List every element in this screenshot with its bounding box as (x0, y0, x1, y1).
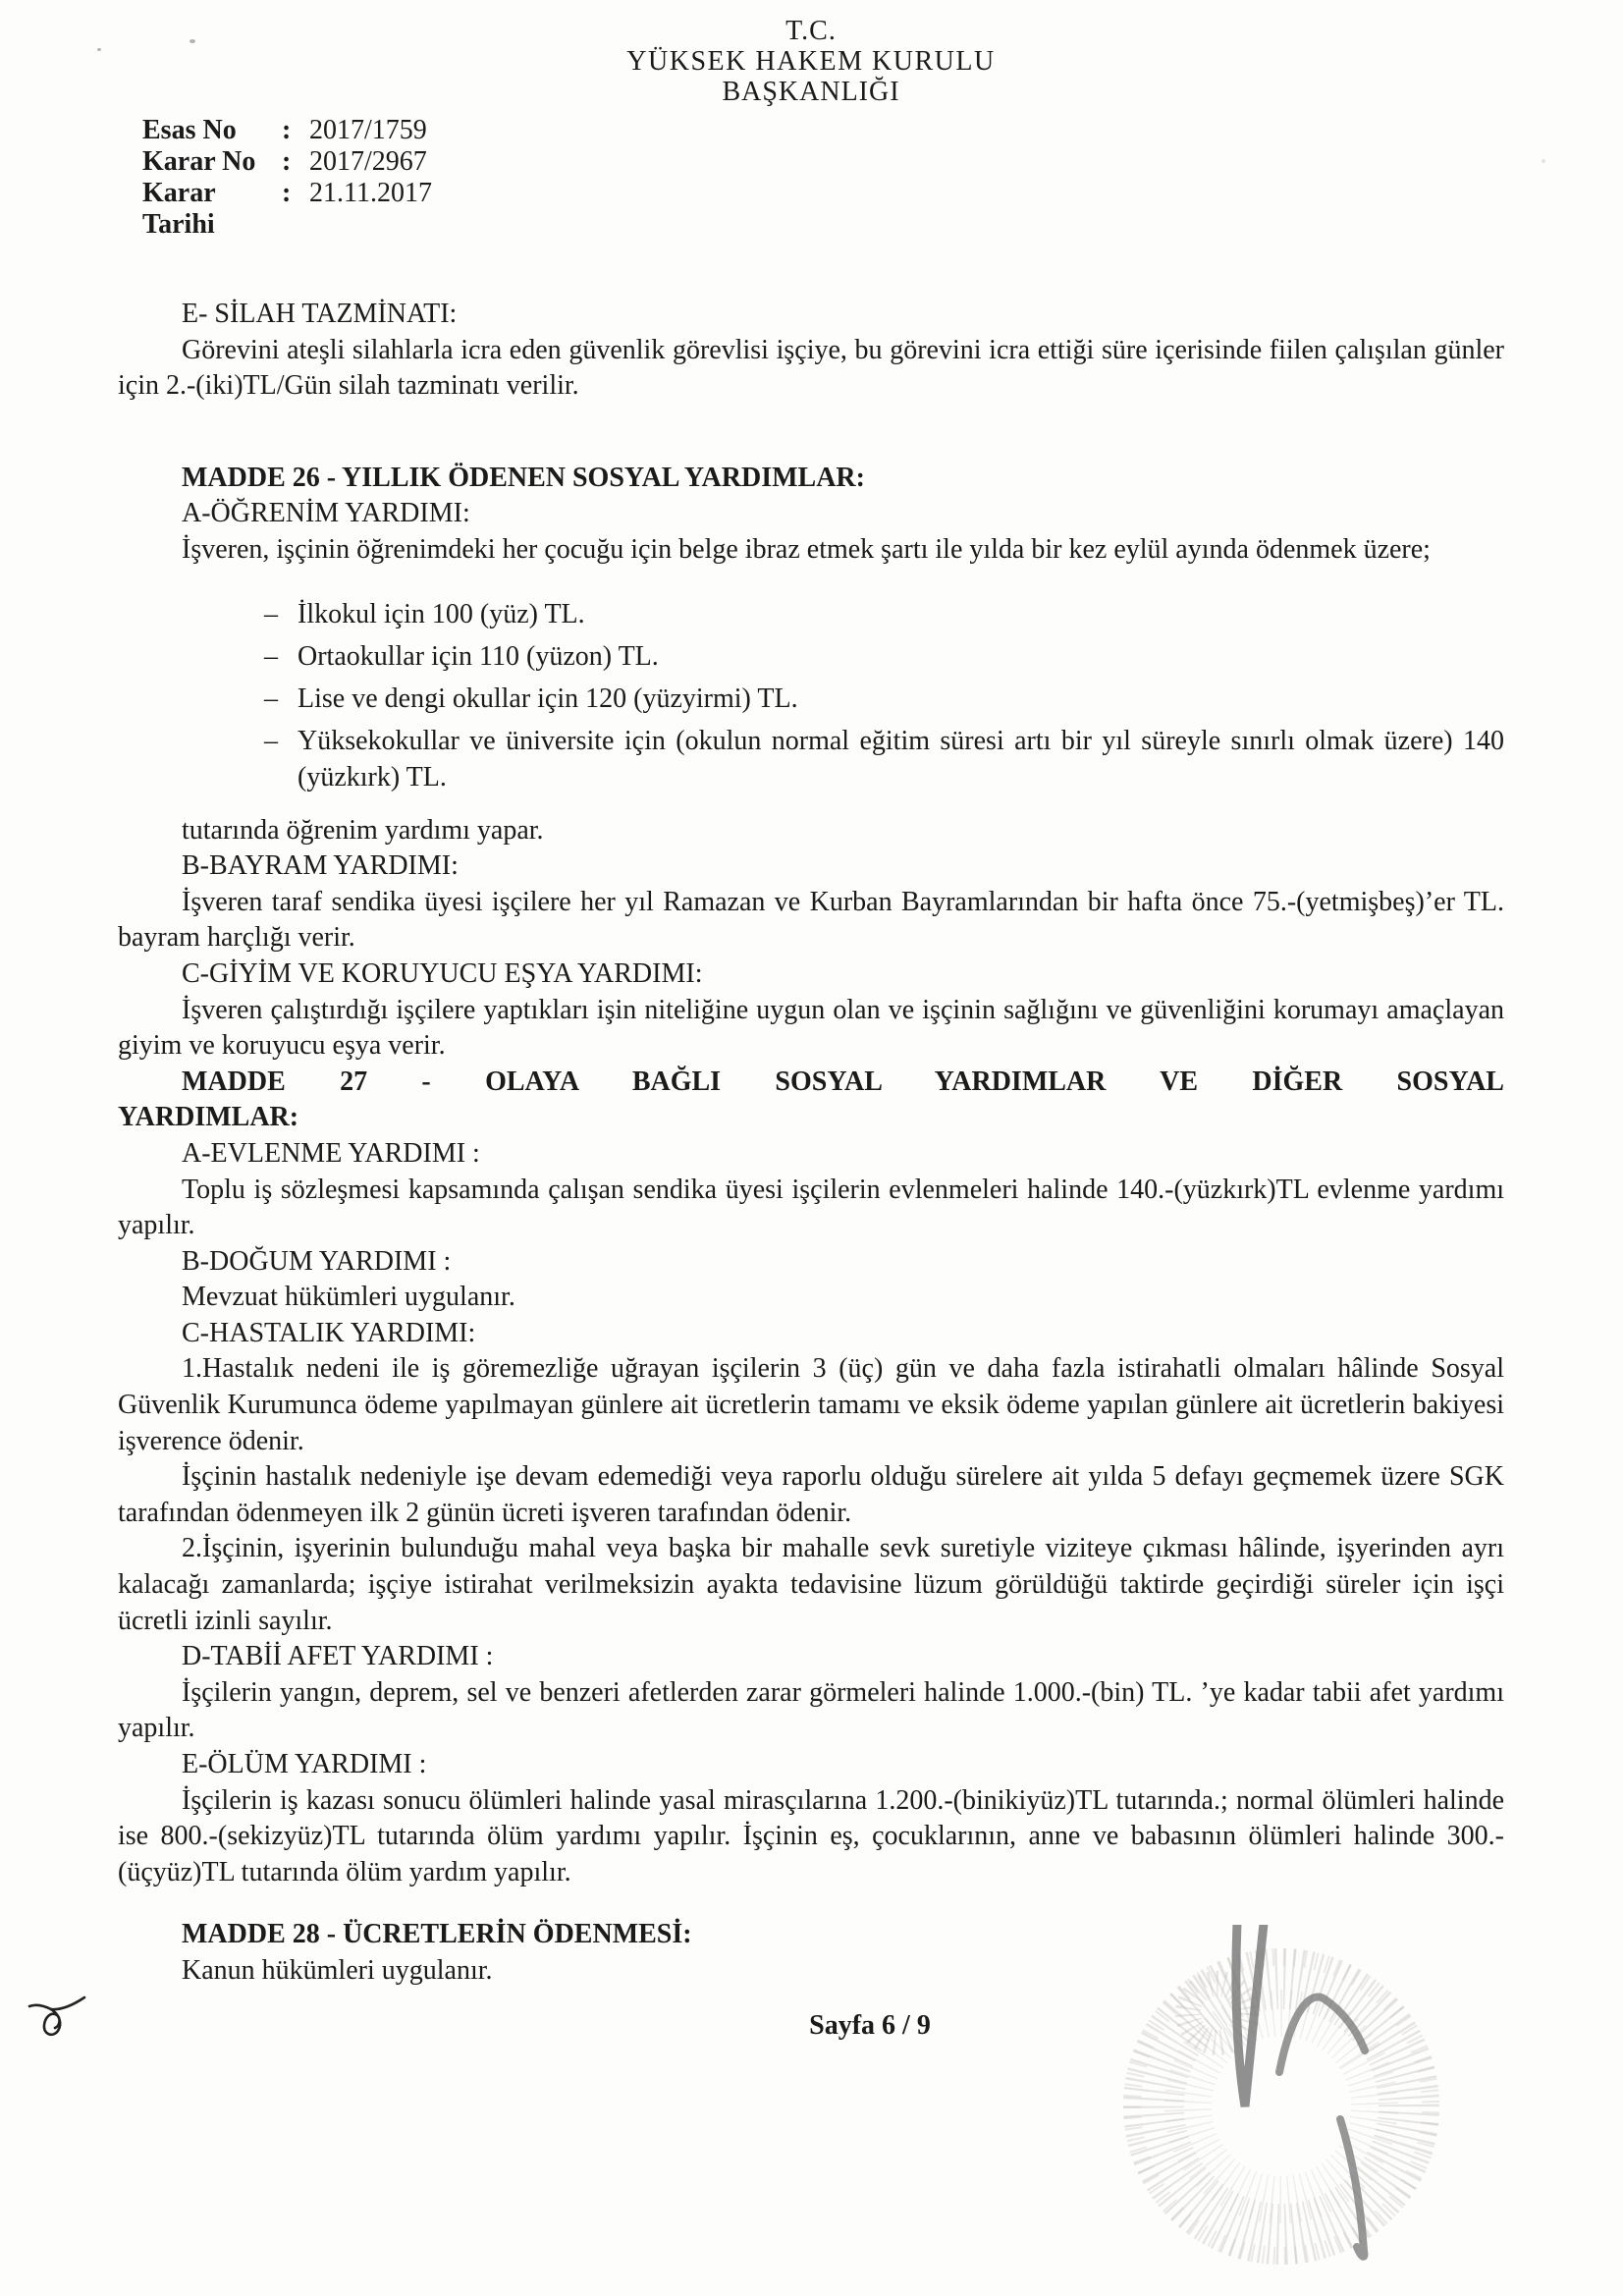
madde26-a-intro: İşveren, işçinin öğrenimdeki her çocuğu için belge ibraz etmek şartı ile yılda bir kez eylül ayında ödenmek üzere; (182, 533, 1431, 565)
madde27-a-paragraph: Toplu iş sözleşmesi kapsamında çalışan sendika üyesi işçilerin evlenmeleri halinde 140.-(yüzkırk)TL evlenme yardımı yapılır. (118, 1174, 1504, 1241)
madde26-a-heading: A-ÖĞRENİM YARDIMI: (182, 498, 470, 529)
madde26-b-paragraph: İşveren taraf sendika üyesi işçilere her yıl Ramazan ve Kurban Bayramlarından bir hafta önce 75.-(yetmişbeş)’er TL. bayram harçlığı verir. (118, 886, 1504, 954)
karar-no-colon: : (282, 146, 292, 177)
madde26-a-outro: tutarında öğrenim yardımı yapar. (182, 814, 544, 846)
page-number: Sayfa 6 / 9 (809, 2009, 931, 2041)
madde27-c-heading: C-HASTALIK YARDIMI: (182, 1317, 476, 1348)
list-item (118, 681, 1504, 717)
list-dash: – (264, 598, 278, 629)
madde26-c-paragraph: İşveren çalıştırdığı işçilere yaptıkları işin niteliğine uygun olan ve işçinin sağlığını ve güvenliğini korumayı amaçlayan giyim ve koruyucu eşya verir. (118, 994, 1504, 1062)
madde27-d-heading: D-TABİİ AFET YARDIMI : (182, 1641, 494, 1672)
madde28-heading: MADDE 28 - ÜCRETLERİN ÖDENMESİ: (182, 1919, 692, 1950)
esas-no-value: 2017/1759 (309, 115, 427, 145)
madde27-d-paragraph: İşçilerin yangın, deprem, sel ve benzeri afetlerden zarar görmeleri halinde 1.000.-(bin) TL. ’ye kadar tabii afet yardımı yapılır. (118, 1676, 1504, 1744)
case-info-row-karar (142, 146, 1504, 178)
list-item-text: Ortaokullar için 110 (yüzon) TL. (298, 640, 659, 672)
esas-no-colon: : (282, 115, 292, 145)
list-dash: – (264, 683, 278, 714)
case-info-block (142, 115, 1504, 241)
madde27-heading-line1: MADDE 27 - OLAYA BAĞLI SOSYAL YARDIMLAR VE DİĞER SOSYAL (182, 1066, 1504, 1097)
letterhead-institution: YÜKSEK HAKEM KURULU (626, 46, 996, 77)
ogrenim-yardimi-list (118, 596, 1504, 795)
letterhead (118, 16, 1504, 107)
madde27-c-paragraph-1: 1.Hastalık nedeni ile iş göremezliğe uğrayan işçilerin 3 (üç) gün ve daha fazla istirahatli olmaları hâlinde Sosyal Güvenlik Kurumunca ödeme yapılmayan günlere ait ücretlerin tamamı ve eksik ödeme yapılan günlere ait ücretlerin bakiyesi işverence ödenir. (118, 1353, 1504, 1456)
madde28-paragraph: Kanun hükümleri uygulanır. (182, 1954, 493, 1986)
madde27-b-paragraph: Mevzuat hükümleri uygulanır. (182, 1282, 515, 1313)
case-info-row-esas (142, 115, 1504, 146)
madde27-e-paragraph: İşçilerin iş kazası sonucu ölümleri halinde yasal mirasçılarına 1.200.-(binikiyüz)TL tutarında.; normal ölümleri halinde ise 800.-(sekizyüz)TL tutarında ölüm yardımı yapılır. İşçinin eş, çocuklarının, anne ve babasının ölümleri halinde 300.-(üçyüz)TL tutarında ölüm yardım yapılır. (118, 1784, 1504, 1887)
case-info-row-tarih (142, 178, 1504, 241)
madde27-c-paragraph-3: 2.İşçinin, işyerinin bulunduğu mahal veya başka bir mahalle sevk suretiyle viziteye çıkması hâlinde, işyerinden ayrı kalacağı zamanlarda; işçiye istirahat verilmeksizin ayakta tedavisine lüzum görüldüğü taktirde geçirdiği süreler için işçi ücretli izinli sayılır. (118, 1533, 1504, 1636)
madde27-a-heading: A-EVLENME YARDIMI : (182, 1137, 480, 1169)
silah-tazminati-paragraph: Görevini ateşli silahlarla icra eden güvenlik görevlisi işçiye, bu görevini icra ettiği süre içerisinde fiilen çalışılan günler için 2.-(iki)TL/Gün silah tazminatı verilir. (118, 334, 1504, 402)
scan-speck (1542, 159, 1545, 163)
karar-tarihi-label: Karar Tarihi (142, 178, 216, 240)
madde26-b-heading: B-BAYRAM YARDIMI: (182, 850, 459, 882)
karar-no-value: 2017/2967 (309, 146, 427, 177)
list-item (118, 596, 1504, 632)
madde27-e-heading: E-ÖLÜM YARDIMI : (182, 1749, 427, 1779)
letterhead-office: BAŞKANLIĞI (722, 77, 900, 107)
karar-tarihi-colon: : (282, 178, 292, 208)
list-item-text: İlkokul için 100 (yüz) TL. (298, 598, 585, 629)
madde26-c-heading: C-GİYİM VE KORUYUCU EŞYA YARDIMI: (182, 957, 703, 989)
madde26-heading: MADDE 26 - YILLIK ÖDENEN SOSYAL YARDIMLAR: (182, 462, 865, 493)
paraph-mark (18, 1982, 106, 2050)
scan-speck (97, 48, 101, 51)
list-dash: – (264, 725, 278, 756)
madde27-b-heading: B-DOĞUM YARDIMI : (182, 1245, 452, 1277)
esas-no-label: Esas No (142, 115, 237, 145)
madde27-c-paragraph-2: İşçinin hastalık nedeniyle işe devam edemediği veya raporlu olduğu sürelere ait yılda 5 defayı geçmemek üzere SGK tarafından ödenmeyen ilk 2 günün ücreti işveren tarafından ödenir. (118, 1461, 1504, 1528)
list-item (118, 638, 1504, 675)
karar-no-label: Karar No (142, 146, 256, 177)
list-item (118, 723, 1504, 795)
list-item-text: Lise ve dengi okullar için 120 (yüzyirmi) TL. (298, 683, 798, 714)
list-dash: – (264, 640, 278, 672)
list-item-text: Yüksekokullar ve üniversite için (okulun normal eğitim süresi artı bir yıl süreyle sınırlı olmak üzere) 140 (yüzkırk) TL. (298, 725, 1504, 793)
silah-tazminati-heading: E- SİLAH TAZMİNATI: (182, 299, 458, 329)
madde27-heading-line2: YARDIMLAR: (118, 1102, 299, 1133)
letterhead-tc: T.C. (785, 16, 837, 46)
karar-tarihi-value: 21.11.2017 (309, 178, 432, 208)
